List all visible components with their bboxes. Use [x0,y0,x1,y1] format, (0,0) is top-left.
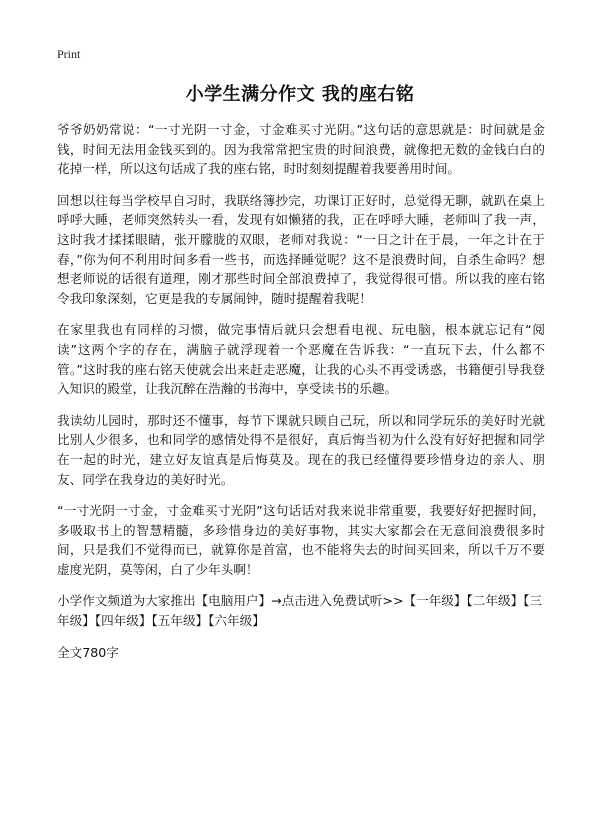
promo-line: 小学作文频道为大家推出【电脑用户】→点击进入免费试听>>【一年级】【二年级】【三年级】【四年级】【五年级】【六年级】 [57,593,543,629]
print-link[interactable]: Print [57,47,81,61]
grade-link-3[interactable]: 三年级 [57,593,543,629]
paragraph: 爷爷奶奶常说：“一寸光阴一寸金，寸金难买寸光阴。”这句话的意思就是：时间就是金钱，时间无法用金钱买到的。因为我常常把宝贵的时间浪费，就像把无数的金钱白白的花掉一样，所以这句话成了我的座右铭，时时刻刻提醒着我要善用时间。 [57,122,545,177]
promo-middle: 】→点击进入免费试听>> [258,593,404,609]
grade-link-6[interactable]: 六年级 [214,613,253,629]
article-body [57,120,545,662]
promo-lead: 小学作文频道为大家推出【 [57,593,209,609]
user-link[interactable]: 电脑用户 [208,593,259,609]
paragraph: 回想以往每当学校早自习时，我联络簿抄完，功课订正好时，总觉得无聊，就趴在桌上呼呼大睡，老师突然转头一看，发现有如懒猪的我，正在呼呼大睡，老师叫了我一声，这时我才揉揉眼睛，张开朦胧的双眼，老师对我说：“一日之计在于晨，一年之计在于春，”你为何不利用时间多看一些书，而选择睡觉呢？这不是浪费时间，自杀生命吗？想想老师说的话很有道理，刚才那些时间全部浪费掉了，我觉得很可惜。所以我的座右铭令我印象深刻，它更是我的专属闹钟，随时提醒着我呢！ [57,192,545,306]
grade-link-1[interactable]: 一年级 [416,593,454,609]
grade-link-2[interactable]: 二年级 [472,593,511,609]
word-count: 全文780字 [57,644,119,660]
grade-link-4[interactable]: 四年级 [101,613,139,629]
page-title: 小学生满分作文 我的座右铭 [185,84,415,105]
paragraph: 我读幼儿园时，那时还不懂事，每节下课就只顾自己玩，所以和同学玩乐的美好时光就比别人少很多，也和同学的感情处得不是很好，真后悔当初为什么没有好好把握和同学在一起的时光，建立好友谊真是后悔莫及。现在的我已经懂得要珍惜身边的亲人、朋友、同学在我身边的美好时光。 [57,412,545,487]
grade-link-5[interactable]: 五年级 [157,613,196,629]
paragraph: “一寸光阴一寸金，寸金难买寸光阴”这句话话对我来说非常重要，我要好好把握时间，多吸取书上的智慧精髓，多珍惜身边的美好事物，其实大家都会在无意间浪费很多时间，只是我们不觉得而已，就算你是首富，也不能将失去的时间买回来，所以千万不要虚度光阴，莫等闲，白了少年头啊！ [57,503,545,577]
paragraph: 在家里我也有同样的习惯，做完事情后就只会想看电视、玩电脑，根本就忘记有“阅读”这两个字的存在，满脑子就浮现着一个恶魔在告诉我：“一直玩下去，什么都不管。”这时我的座右铭天使就会出来赶走恶魔，让我的心头不再受诱惑，书籍便引导我登入知识的殿堂，让我沉醉在浩瀚的书海中，享受读书的乐趣。 [57,322,545,397]
